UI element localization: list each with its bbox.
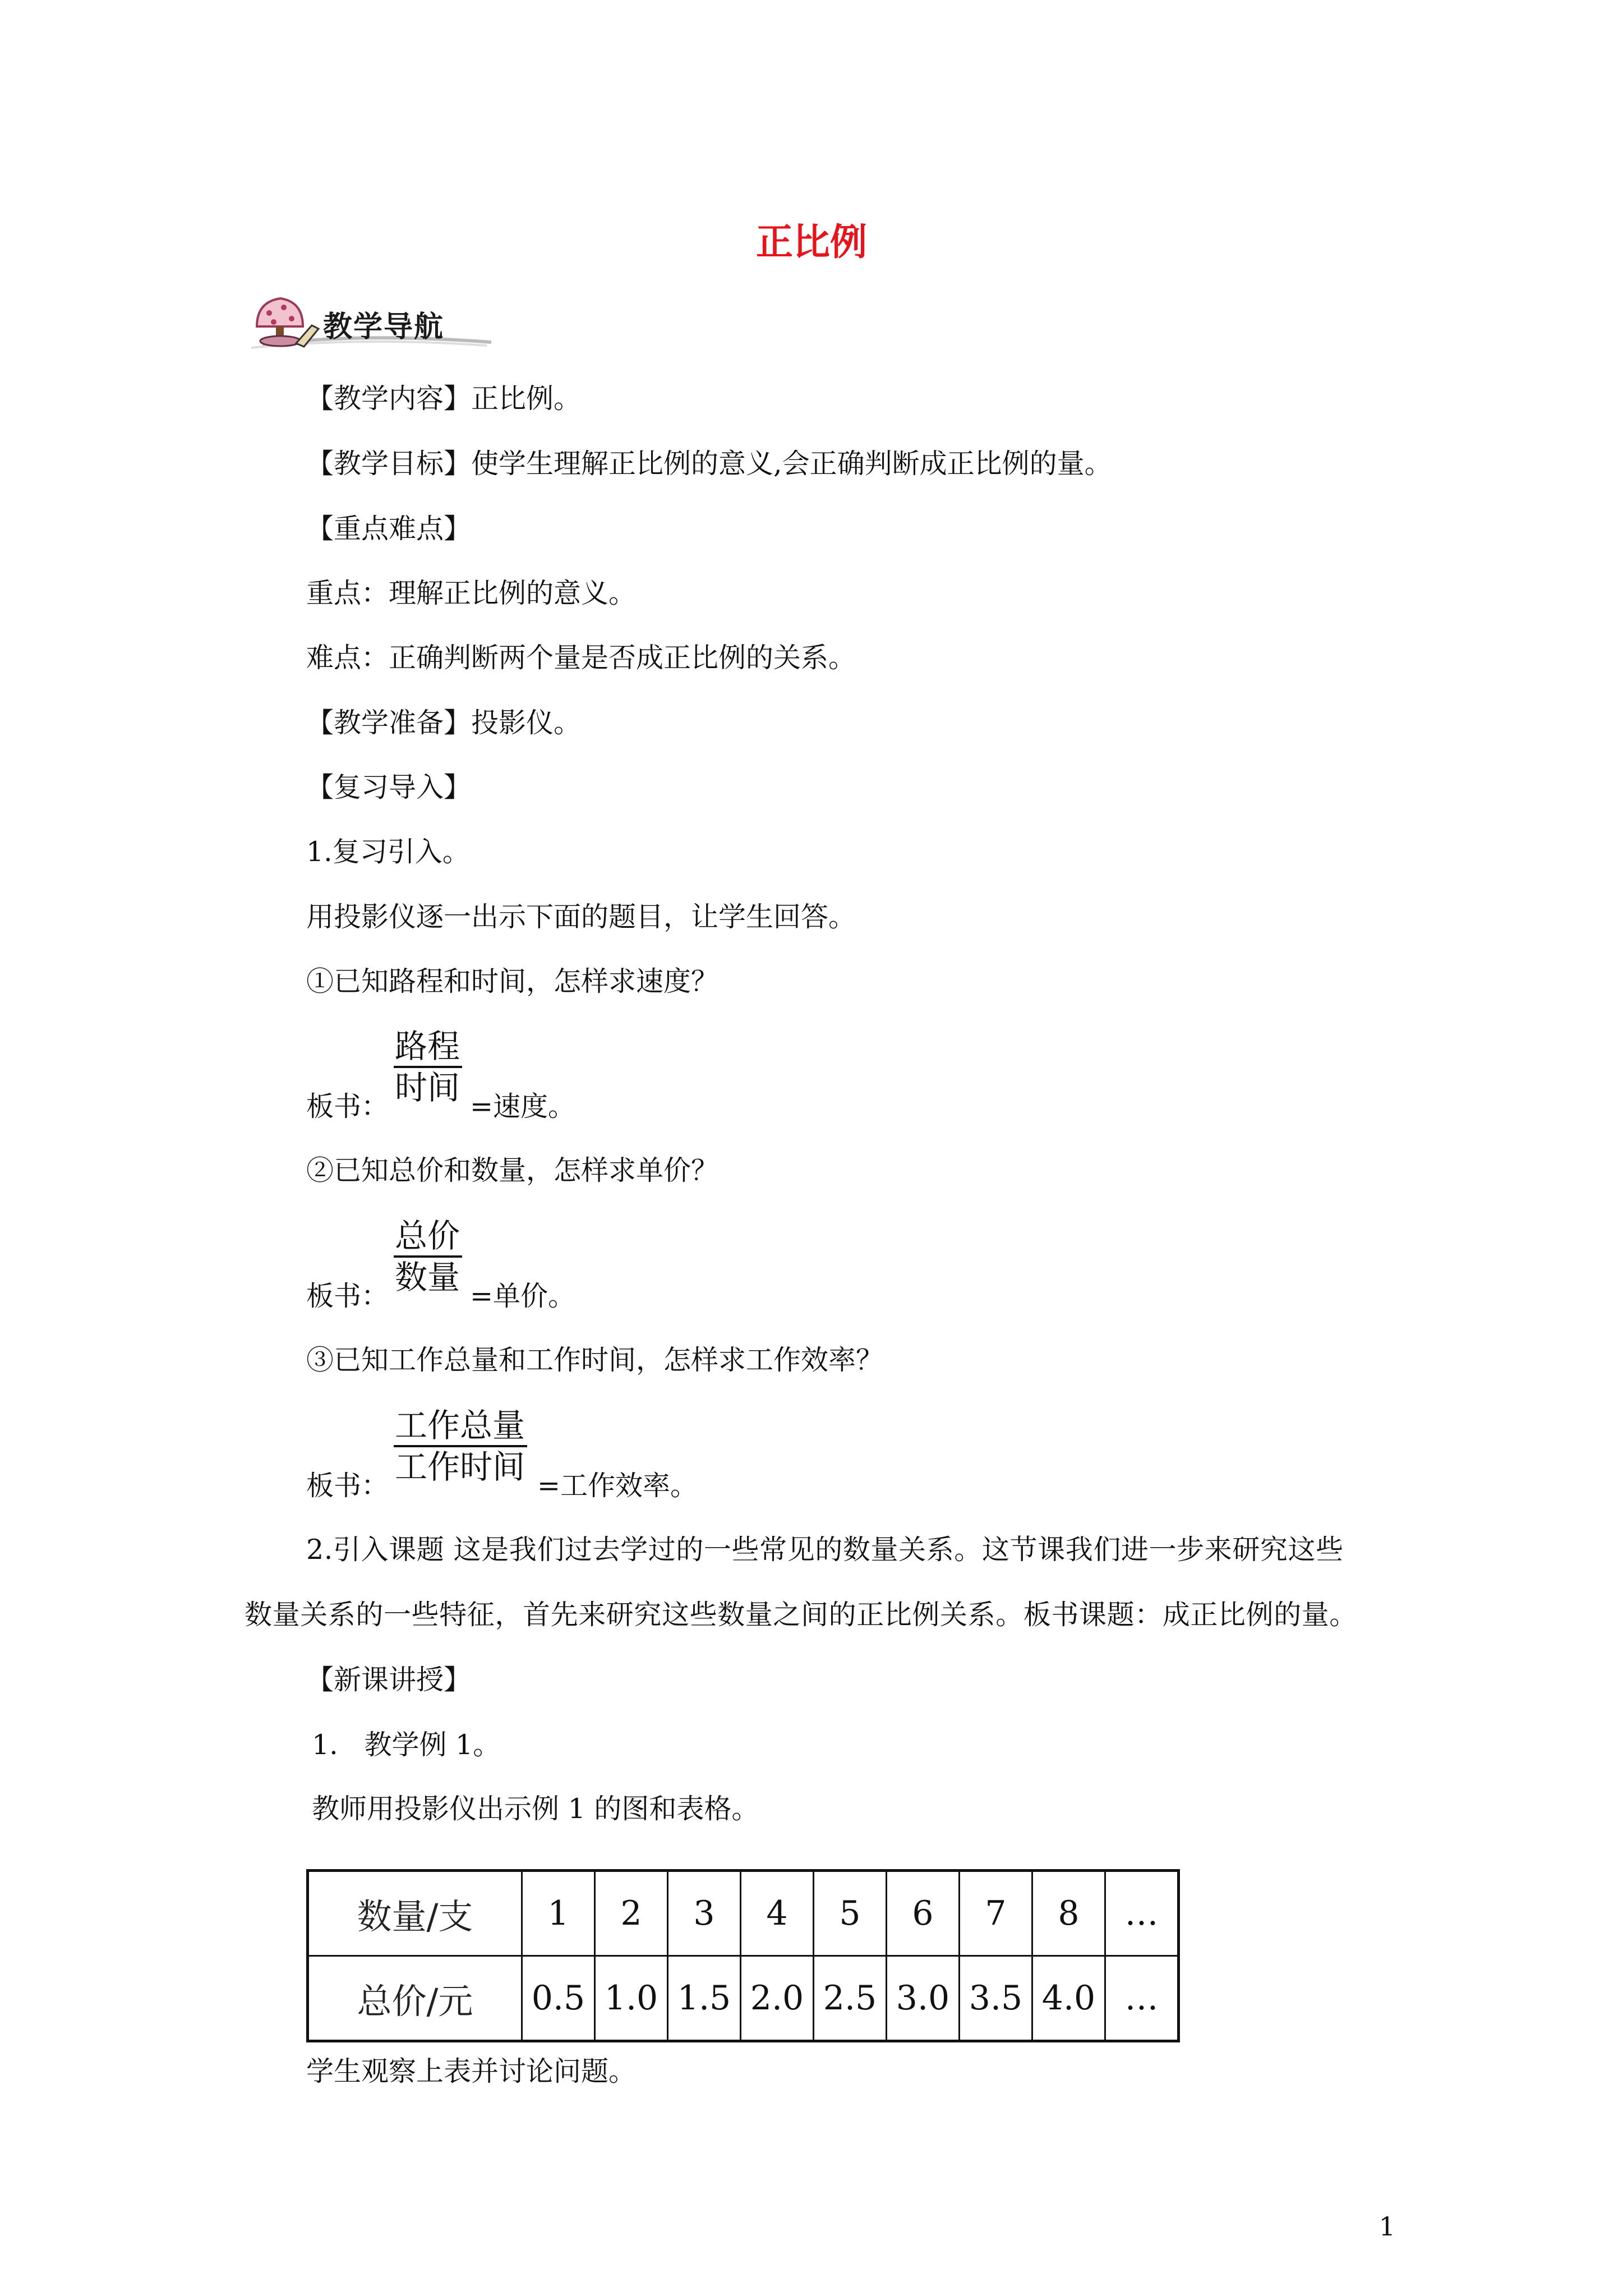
data-table — [306, 1869, 1180, 2042]
table-cell: 4 — [741, 1871, 814, 1956]
page-title: 正比例 — [756, 220, 867, 264]
example-1-desc: 教师用投影仪出示例 1 的图和表格。 — [312, 1793, 759, 1825]
table-cell: 2.0 — [741, 1956, 814, 2041]
intro-line-2: 数量关系的一些特征，首先来研究这些数量之间的正比例关系。板书课题：成正比例的量。 — [245, 1599, 1358, 1631]
key-point: 重点：理解正比例的意义。 — [306, 577, 637, 609]
teaching-guide-banner — [240, 292, 491, 357]
key-difficult-heading: 【重点难点】 — [306, 513, 472, 545]
formula-result: =速度。 — [470, 1091, 576, 1122]
formula-fraction — [394, 1028, 462, 1106]
formula-result: =单价。 — [470, 1280, 576, 1312]
formula-fraction — [394, 1407, 527, 1485]
table-row-label: 数量/支 — [308, 1871, 522, 1956]
example-1: 1. 教学例 1。 — [312, 1729, 501, 1761]
review-desc: 用投影仪逐一出示下面的题目，让学生回答。 — [306, 901, 856, 933]
table-cell: 1 — [522, 1871, 595, 1956]
table-cell: 0.5 — [522, 1956, 595, 2041]
table-cell: 3.0 — [887, 1956, 960, 2041]
table-cell: … — [1105, 1956, 1179, 2041]
board-prefix: 板书： — [306, 1091, 389, 1122]
fraction-denominator: 工作时间 — [395, 1448, 525, 1486]
table-cell: 4.0 — [1032, 1956, 1105, 2041]
table-cell: 5 — [814, 1871, 887, 1956]
table-cell: 1.5 — [668, 1956, 741, 2041]
table-cell: 1.0 — [595, 1956, 668, 2041]
table-row — [308, 1871, 1179, 1956]
formula-result: =工作效率。 — [537, 1470, 698, 1502]
table-cell: 2 — [595, 1871, 668, 1956]
table-cell: 2.5 — [814, 1956, 887, 2041]
table-cell: 8 — [1032, 1871, 1105, 1956]
new-lesson-heading: 【新课讲授】 — [306, 1664, 472, 1696]
board-prefix: 板书： — [306, 1470, 389, 1502]
formula-fraction — [394, 1217, 462, 1296]
teaching-goal: 【教学目标】使学生理解正比例的意义,会正确判断成正比例的量。 — [306, 448, 1112, 480]
observe-note: 学生观察上表并讨论问题。 — [306, 2055, 637, 2087]
intro-line-1: 2.引入课题 这是我们过去学过的一些常见的数量关系。这节课我们进一步来研究这些 — [306, 1534, 1344, 1566]
board-prefix: 板书： — [306, 1280, 389, 1312]
banner-label: 教学导航 — [323, 310, 445, 344]
table-cell: 6 — [887, 1871, 960, 1956]
table-row — [308, 1956, 1179, 2041]
question-3: ③已知工作总量和工作时间，怎样求工作效率？ — [306, 1344, 884, 1376]
difficult-point: 难点：正确判断两个量是否成正比例的关系。 — [306, 642, 856, 674]
table-row-label: 总价/元 — [308, 1956, 522, 2041]
table-cell: 3.5 — [960, 1956, 1032, 2041]
table-cell: 7 — [960, 1871, 1032, 1956]
page-number: 1 — [1378, 2211, 1395, 2242]
fraction-denominator: 数量 — [395, 1258, 460, 1296]
fraction-numerator: 路程 — [394, 1028, 462, 1068]
fraction-numerator: 工作总量 — [394, 1407, 527, 1447]
review-heading: 【复习导入】 — [306, 771, 472, 803]
fraction-denominator: 时间 — [395, 1069, 460, 1107]
question-1: ①已知路程和时间，怎样求速度？ — [306, 965, 719, 997]
table-cell: 3 — [668, 1871, 741, 1956]
question-2: ②已知总价和数量，怎样求单价？ — [306, 1154, 719, 1186]
teaching-prep: 【教学准备】投影仪。 — [306, 707, 582, 739]
table-cell: … — [1105, 1871, 1179, 1956]
teaching-content: 【教学内容】正比例。 — [306, 383, 582, 415]
fraction-numerator: 总价 — [394, 1217, 462, 1258]
review-item-1: 1.复习引入。 — [306, 836, 470, 868]
